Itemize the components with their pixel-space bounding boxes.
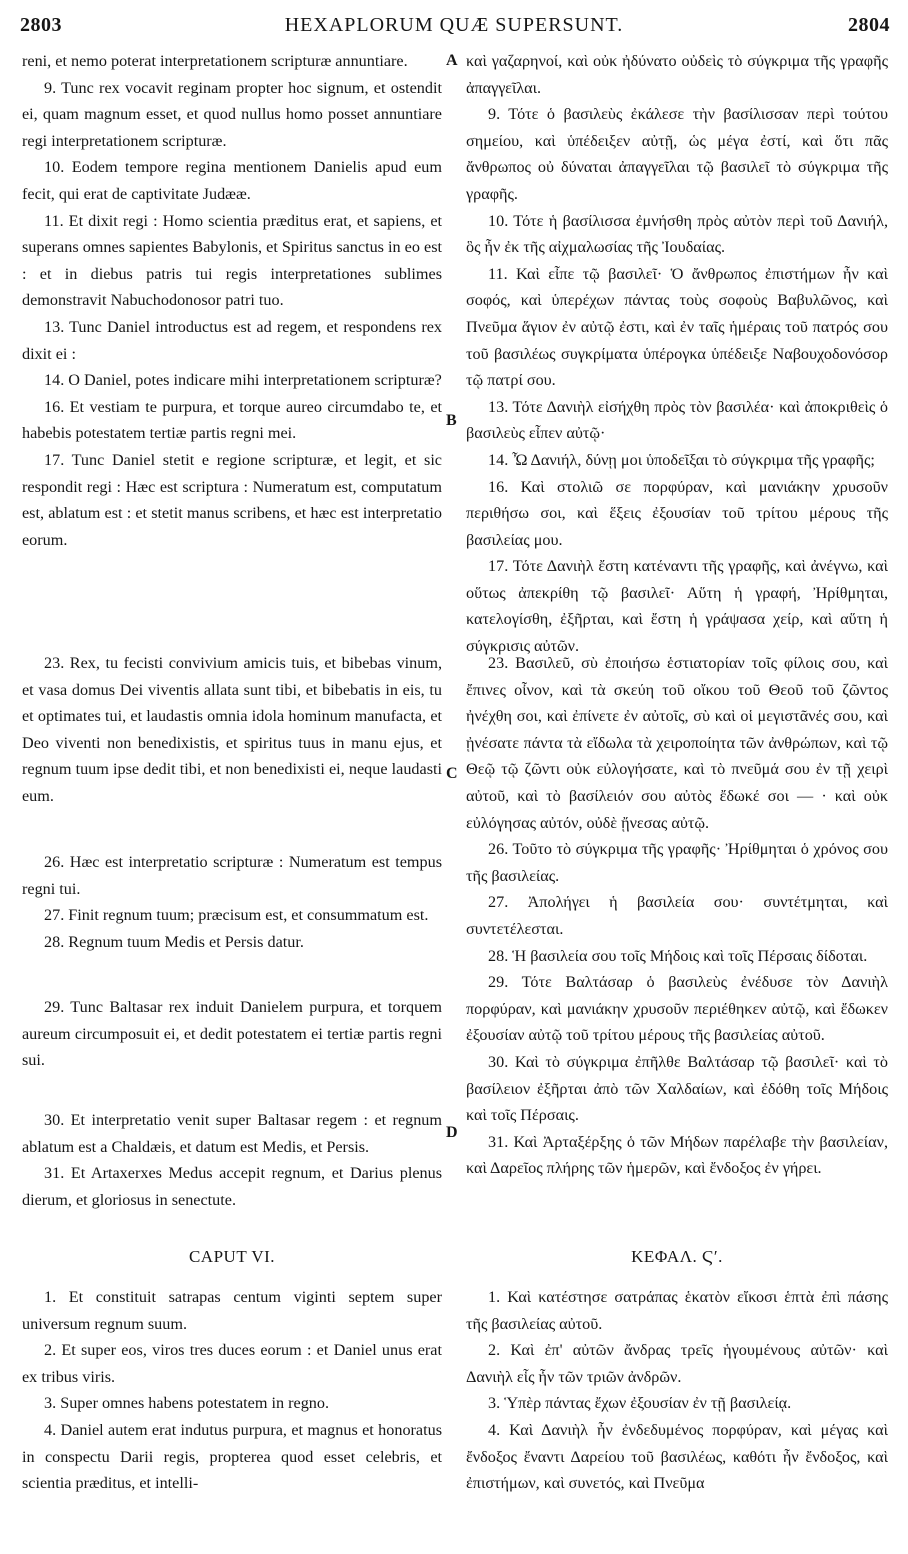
greek-verse-29: 29. Τότε Βαλτάσαρ ὁ βασιλεὺς ἐνέδυσε τὸν Δανιὴλ πορφύραν, καὶ μανιάκην χρυσοῦν περιέθηκεν αὐτῷ, καὶ ἔδωκεν ἐξουσίαν αὐτῷ τοῦ τρίτου μέρους τῆς βασιλείας αὐτοῦ.: [466, 973, 888, 1045]
latin-verse-6-3: 3. Super omnes habens potestatem in regno.: [44, 1394, 330, 1413]
greek-verse-13: 13. Τότε Δανιὴλ εἰσήχθη πρὸς τὸν βασιλέα· καὶ ἀποκριθεὶς ὁ βασιλεὺς εἶπεν αὐτῷ·: [466, 397, 888, 443]
greek-verse-14: 14. Ὦ Δανιήλ, δύνῃ μοι ὑποδεῖξαι τὸ σύγκριμα τῆς γραφῆς;: [488, 450, 875, 469]
margin-letter-d: D: [446, 1124, 458, 1141]
greek-segment-2: [466, 650, 888, 1182]
latin-verse-11: 11. Et dixit regi : Homo scientia præditus erat, et sapiens, et superans omnes sapientes Babylonis, et Spiritus sanctus in eo est : et in diebus patris tui regis interpretationes sublimes demonstravit Nabuchodonosor patri tuo.: [22, 211, 442, 310]
latin-verse-10: 10. Eodem tempore regina mentionem Danielis apud eum fecit, qui erat de captivitate Judææ.: [22, 158, 442, 203]
greek-verse-23: 23. Βασιλεῦ, σὺ ἐποιήσω ἑστιατορίαν τοῖς φίλοις σου, καὶ ἔπινες οἶνον, καὶ τὰ σκεύη τοῦ οἴκου τοῦ Θεοῦ τοῦ ζῶντος ἠνέχθη σοι, καὶ ἐπίνετε ἐν αὐτοῖς, σὺ καὶ οἱ μεγιστᾶνές σου, καὶ ᾐνέσατε πάντα τὰ εἴδωλα τὰ χειροποίητα τῶν ἀνθρώπων, καὶ τῷ Θεῷ τῷ ζῶντι οὐκ εὐλογήσατε, καὶ τὸ πνεῦμά σου ἐν τῇ χειρὶ αὐτοῦ, καὶ τὸ βασίλειόν σου αὐτὸς ἔδωκέ σοι — · καὶ οὐκ εὐλόγησας αὐτόν, οὐδὲ ᾔνεσας αὐτῷ.: [466, 654, 888, 832]
latin-verse-23: 23. Rex, tu fecisti convivium amicis tuis, et bibebas vinum, et vasa domus Dei viventis allata sunt tibi, et bibebatis in eis, tu et optimates tui, et laudastis omnia idola hominum manufacta, et Deo viventi non benedixistis, et spiritus tuus in manu ejus, et regnum tuum ipse dedit tibi, et non benedixisti ei, neque laudasti eum.: [22, 654, 442, 805]
greek-verse-27: 27. Ἀπολήγει ἡ βασιλεία σου· συντέτμηται, καὶ συντετέλεσται.: [466, 893, 888, 938]
margin-letter-a: A: [446, 52, 458, 69]
latin-verse-6-2: 2. Et super eos, viros tres duces eorum : et Daniel unus erat ex tribus viris.: [22, 1341, 442, 1386]
greek-segment-1: [466, 48, 888, 660]
greek-segment-4: [466, 1284, 888, 1497]
latin-verse-28: 28. Regnum tuum Medis et Persis datur.: [44, 932, 304, 951]
latin-segment-7: [22, 1284, 442, 1497]
latin-segment-5: [22, 1107, 442, 1213]
greek-verse-9: 9. Τότε ὁ βασιλεὺς ἐκάλεσε τὴν βασίλισσαν περὶ τούτου σημείου, καὶ ὑπέδειξεν αὐτῇ, ὡς μέγα ἐστί, καὶ ὅτι πᾶς ἄνθρωπος οὐ δύναται ἀπαγγεῖλαι τῷ βασιλεῖ τὸ σύγκριμα τῆς γραφῆς.: [466, 105, 888, 203]
page-number-right: 2804: [848, 14, 890, 36]
margin-letter-c: C: [446, 765, 458, 782]
running-title: HEXAPLORUM QUÆ SUPERSUNT.: [284, 14, 624, 36]
greek-verse-26: 26. Τοῦτο τὸ σύγκριμα τῆς γραφῆς· Ἠρίθμηται ὁ χρόνος σου τῆς βασιλείας.: [466, 840, 888, 885]
latin-verse-31: 31. Et Artaxerxes Medus accepit regnum, et Darius plenus dierum, et gloriosus in senectute.: [22, 1164, 442, 1209]
latin-column: [22, 48, 442, 1554]
latin-verse-6-1: 1. Et constituit satrapas centum viginti septem super universum regnum suum.: [22, 1288, 442, 1333]
latin-verse-17: 17. Tunc Daniel stetit e regione scripturæ, et legit, et sic respondit regi : Hæc est scriptura : Numeratum est, computatum est, ablatum est : et stetit manus scribens, et hæc est interpretatio eorum.: [22, 450, 442, 549]
greek-verse-6-4: 4. Καὶ Δανιὴλ ἦν ἐνδεδυμένος πορφύραν, καὶ μέγας καὶ ἔνδοξος ἔναντι Δαρείου τοῦ βασιλέως, καθότι ἦν ἔνδοξος, καὶ ἐπιστήμων, καὶ συνετός, καὶ Πνεῦμα: [466, 1420, 888, 1493]
greek-verse-11: 11. Καὶ εἶπε τῷ βασιλεῖ· Ὁ ἄνθρωπος ἐπιστήμων ἦν καὶ σοφός, καὶ ὑπερέχων πάντας τοὺς σοφοὺς Βαβυλῶνος, καὶ Πνεῦμα ἅγιον ἐν αὐτῷ ἐστι, καὶ ἐν ταῖς ἡμέραις τοῦ πατρός σου τοῦ βασιλέως συγκρίματα ὑπέρογκα ὑπέδειξε Ναβουχοδονόσορ τῷ πατρί σου.: [466, 264, 888, 390]
latin-segment-3: [22, 849, 442, 955]
greek-verse-6-1: 1. Καὶ κατέστησε σατράπας ἑκατὸν εἴκοσι ἑπτὰ ἐπὶ πάσης τῆς βασιλείας αὐτοῦ.: [466, 1288, 888, 1333]
margin-letter-b: B: [446, 412, 457, 429]
greek-verse-28: 28. Ἡ βασιλεία σου τοῖς Μήδοις καὶ τοῖς Πέρσαις δίδοται.: [488, 946, 868, 965]
latin-verse-6-4: 4. Daniel autem erat indutus purpura, et magnus et honoratus in conspectu Darii regis, propterea quod esset celebris, et scientia præditus, et intelli-: [22, 1420, 442, 1493]
greek-verse-30: 30. Καὶ τὸ σύγκριμα ἐπῆλθε Βαλτάσαρ τῷ βασιλεῖ· καὶ τὸ βασίλειον ἐξῆρται ἀπὸ τῶν Χαλδαίων, καὶ ἐδόθη τοῖς Μήδοις καὶ τοῖς Πέρσαις.: [466, 1052, 888, 1125]
latin-chapter-heading: CAPUT VI.: [188, 1247, 276, 1266]
latin-verse-27: 27. Finit regnum tuum; præcisum est, et consummatum est.: [44, 906, 429, 925]
latin-segment-1: [22, 48, 442, 553]
greek-segment-3: [466, 1244, 888, 1270]
page-number-left: 2803: [20, 14, 62, 36]
greek-chapter-heading: ΚΕΦΑΛ. Ϛʹ.: [631, 1247, 723, 1266]
greek-verse-31: 31. Καὶ Ἀρταξέρξης ὁ τῶν Μήδων παρέλαβε τὴν βασιλείαν, καὶ Δαρεῖος πλήρης τῶν ἡμερῶν, καὶ ἔνδοξος ἐν γήρει.: [466, 1132, 888, 1178]
greek-verse-17: 17. Τότε Δανιὴλ ἔστη κατέναντι τῆς γραφῆς, καὶ ἀνέγνω, καὶ οὕτως ἀπεκρίθη τῷ βασιλεῖ· Αὕτη ἡ γραφή, Ἠρίθμηται, κατελογίσθη, ἐξῆρται, καὶ ἔστη ἡ γράψασα χείρ, καὶ αὕτη ἡ σύγκρισις αὐτῶν.: [466, 557, 888, 656]
greek-column: [466, 48, 888, 1554]
greek-verse-16: 16. Καὶ στολιῶ σε πορφύραν, καὶ μανιάκην χρυσοῦν περιθήσω σοι, καὶ ἕξεις ἐξουσίαν τοῦ τρίτου μέρους τῆς βασιλείας μου.: [466, 477, 888, 549]
greek-paragraph: καὶ γαζαρηνοί, καὶ οὐκ ἠδύνατο οὐδεὶς τὸ σύγκριμα τῆς γραφῆς ἀπαγγεῖλαι.: [466, 52, 888, 97]
latin-verse-26: 26. Hæc est interpretatio scripturæ : Numeratum est tempus regni tui.: [22, 853, 442, 898]
latin-verse-13: 13. Tunc Daniel introductus est ad regem, et respondens rex dixit ei :: [22, 317, 442, 363]
latin-verse-16: 16. Et vestiam te purpura, et torque aureo circumdabo te, et habebis potestatem tertiæ partis regni mei.: [22, 397, 442, 443]
latin-verse-29: 29. Tunc Baltasar rex induit Danielem purpura, et torquem aureum circumposuit ei, et dedit potestatem ei tertiæ partis regni sui.: [22, 998, 442, 1070]
latin-segment-6: [22, 1244, 442, 1270]
greek-verse-6-2: 2. Καὶ ἐπ' αὐτῶν ἄνδρας τρεῖς ἡγουμένους αὐτῶν· καὶ Δανιὴλ εἷς ἦν τῶν τριῶν ἀνδρῶν.: [466, 1341, 888, 1386]
latin-verse-9: 9. Tunc rex vocavit reginam propter hoc signum, et ostendit ei, quam magnum esset, et quod nullus homo posset annuntiare regi interpretationem scripturæ.: [22, 78, 442, 150]
latin-segment-2: [22, 650, 442, 810]
greek-verse-6-3: 3. Ὑπὲρ πάντας ἔχων ἐξουσίαν ἐν τῇ βασιλείᾳ.: [488, 1394, 792, 1413]
greek-verse-10: 10. Τότε ἡ βασίλισσα ἐμνήσθη πρὸς αὐτὸν περὶ τοῦ Δανιήλ, ὃς ἦν ἐκ τῆς αἰχμαλωσίας τῆς Ἰουδαίας.: [466, 211, 888, 257]
latin-verse-30: 30. Et interpretatio venit super Baltasar regem : et regnum ablatum est a Chaldæis, et datum est Medis, et Persis.: [22, 1111, 442, 1156]
latin-segment-4: [22, 994, 442, 1074]
latin-verse-14: 14. O Daniel, potes indicare mihi interpretationem scripturæ?: [44, 371, 442, 390]
page-header: [0, 0, 908, 44]
latin-paragraph: reni, et nemo poterat interpretationem scripturæ annuntiare.: [22, 52, 408, 70]
